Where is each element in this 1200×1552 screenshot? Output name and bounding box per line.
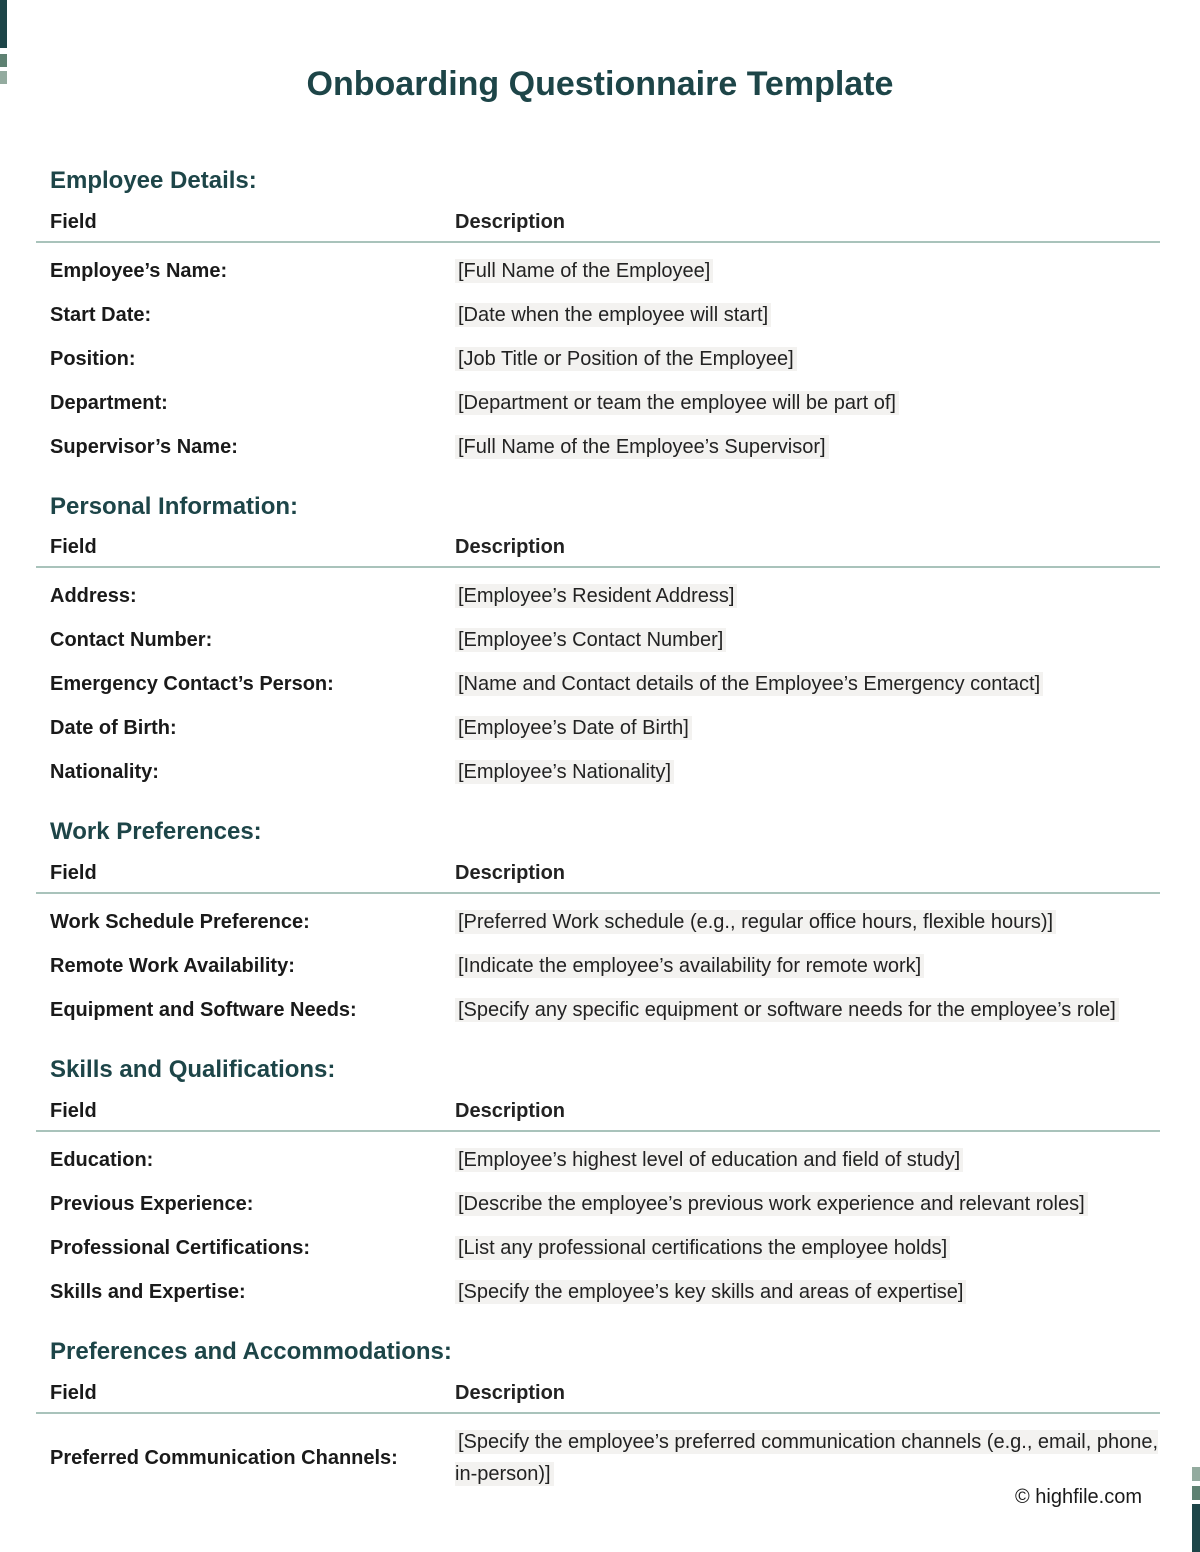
questionnaire-section	[36, 167, 1160, 463]
description-placeholder: [Department or team the employee will be part of]	[455, 391, 899, 415]
table-header-row	[36, 210, 1160, 243]
table-row	[36, 1144, 1160, 1176]
table-row	[36, 756, 1160, 788]
description-cell	[455, 255, 1160, 287]
table-row	[36, 1276, 1160, 1308]
description-cell	[455, 299, 1160, 331]
section-heading: Employee Details:	[50, 166, 257, 194]
description-placeholder: [Specify the employee’s preferred communication channels (e.g., email, phone, in-person)]	[455, 1430, 1159, 1485]
table-row	[36, 1232, 1160, 1264]
description-cell	[455, 1188, 1160, 1220]
table-row	[36, 343, 1160, 375]
description-cell	[455, 906, 1160, 938]
description-column-header: Description	[455, 1381, 566, 1404]
field-label: Address:	[50, 585, 137, 608]
description-placeholder: [Describe the employee’s previous work experience and relevant roles]	[455, 1192, 1088, 1216]
field-label: Skills and Expertise:	[50, 1280, 246, 1303]
table-row	[36, 1426, 1160, 1490]
description-placeholder: [Employee’s Contact Number]	[455, 628, 726, 652]
section-heading: Work Preferences:	[50, 818, 262, 846]
description-placeholder: [Preferred Work schedule (e.g., regular office hours, flexible hours)]	[455, 910, 1056, 934]
description-placeholder: [Name and Contact details of the Employee’s Emergency contact]	[455, 672, 1043, 696]
field-label: Professional Certifications:	[50, 1236, 311, 1259]
field-label: Equipment and Software Needs:	[50, 999, 357, 1022]
description-placeholder: [Employee’s Resident Address]	[455, 584, 737, 608]
table-row	[36, 950, 1160, 982]
description-placeholder: [Full Name of the Employee]	[455, 259, 713, 283]
description-cell	[455, 387, 1160, 419]
description-cell	[455, 668, 1160, 700]
table-row	[36, 387, 1160, 419]
field-column-header: Field	[50, 1099, 97, 1122]
description-column-header: Description	[455, 536, 566, 559]
section-heading: Preferences and Accommodations:	[50, 1337, 452, 1365]
questionnaire-section	[36, 1338, 1160, 1490]
top-left-accent-square-medium	[0, 54, 7, 67]
description-placeholder: [Job Title or Position of the Employee]	[455, 347, 797, 371]
footer-copyright: © highfile.com	[1014, 1486, 1142, 1508]
description-column-header: Description	[455, 210, 566, 233]
table-row	[36, 431, 1160, 463]
description-column-header: Description	[455, 862, 566, 885]
field-column-header: Field	[50, 210, 97, 233]
description-placeholder: [Indicate the employee’s availability for remote work]	[455, 954, 924, 978]
bottom-right-accent-square-light	[1192, 1467, 1200, 1481]
table-row	[36, 255, 1160, 287]
table-row	[36, 299, 1160, 331]
section-heading: Skills and Qualifications:	[50, 1056, 336, 1084]
questionnaire-section	[36, 493, 1160, 789]
field-label: Position:	[50, 347, 136, 370]
table-row	[36, 624, 1160, 656]
top-left-accent-bar	[0, 0, 7, 48]
top-left-accent-square-light	[0, 71, 7, 84]
table-header-row	[36, 1099, 1160, 1132]
field-label: Contact Number:	[50, 629, 213, 652]
table-row	[36, 668, 1160, 700]
field-label: Supervisor’s Name:	[50, 435, 238, 458]
description-cell	[455, 1232, 1160, 1264]
description-placeholder: [List any professional certifications the employee holds]	[455, 1236, 950, 1260]
description-placeholder: [Employee’s Nationality]	[455, 760, 674, 784]
field-column-header: Field	[50, 536, 97, 559]
description-cell	[455, 1144, 1160, 1176]
bottom-right-accent-square-medium	[1192, 1486, 1200, 1500]
table-row	[36, 906, 1160, 938]
description-cell	[455, 950, 1160, 982]
table-row	[36, 712, 1160, 744]
field-label: Start Date:	[50, 303, 152, 326]
field-column-header: Field	[50, 1381, 97, 1404]
section-heading: Personal Information:	[50, 492, 299, 520]
description-placeholder: [Full Name of the Employee’s Supervisor]	[455, 435, 829, 459]
field-label: Preferred Communication Channels:	[50, 1446, 398, 1469]
field-label: Previous Experience:	[50, 1192, 254, 1215]
description-cell	[455, 712, 1160, 744]
sections-container	[36, 167, 1160, 1490]
description-cell	[455, 624, 1160, 656]
field-label: Nationality:	[50, 761, 159, 784]
field-label: Remote Work Availability:	[50, 955, 295, 978]
description-column-header: Description	[455, 1099, 566, 1122]
table-row	[36, 994, 1160, 1026]
questionnaire-section	[36, 1056, 1160, 1308]
table-header-row	[36, 1381, 1160, 1414]
description-placeholder: [Specify the employee’s key skills and areas of expertise]	[455, 1280, 966, 1304]
page-title: Onboarding Questionnaire Template	[306, 65, 894, 103]
description-placeholder: [Date when the employee will start]	[455, 303, 771, 327]
description-cell	[455, 431, 1160, 463]
field-label: Date of Birth:	[50, 717, 177, 740]
description-placeholder: [Specify any specific equipment or software needs for the employee’s role]	[455, 998, 1119, 1022]
description-cell	[455, 1426, 1160, 1490]
description-placeholder: [Employee’s Date of Birth]	[455, 716, 692, 740]
table-header-row	[36, 861, 1160, 894]
table-row	[36, 1188, 1160, 1220]
field-label: Department:	[50, 391, 168, 414]
bottom-right-accent-bar	[1192, 1504, 1200, 1552]
field-label: Emergency Contact’s Person:	[50, 673, 334, 696]
description-cell	[455, 756, 1160, 788]
field-label: Education:	[50, 1148, 154, 1171]
questionnaire-section	[36, 818, 1160, 1026]
field-column-header: Field	[50, 862, 97, 885]
table-header-row	[36, 535, 1160, 568]
field-label: Employee’s Name:	[50, 259, 228, 282]
description-cell	[455, 1276, 1160, 1308]
description-cell	[455, 343, 1160, 375]
field-label: Work Schedule Preference:	[50, 911, 310, 934]
table-row	[36, 580, 1160, 612]
description-cell	[455, 580, 1160, 612]
description-placeholder: [Employee’s highest level of education and field of study]	[455, 1148, 963, 1172]
description-cell	[455, 994, 1160, 1026]
